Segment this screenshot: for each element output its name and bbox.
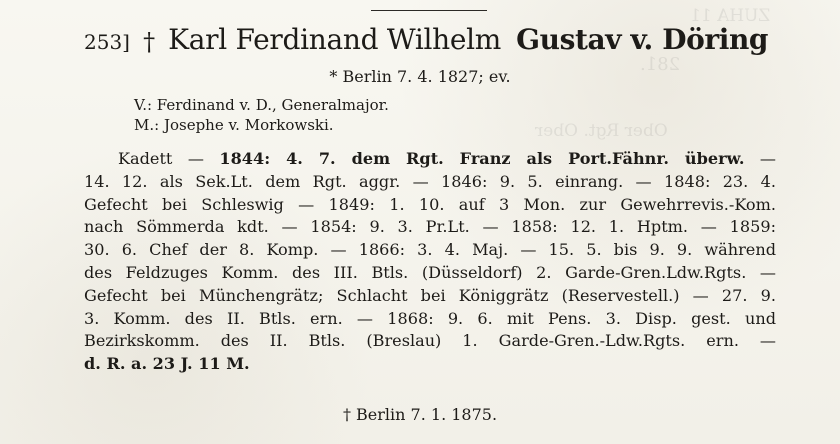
career-line-5: 30. 6. Chef der 8. Komp. — 1866: 3. 4. Maj. — 15. 5. bis 9. 9. während bbox=[84, 240, 776, 260]
career-line-4: nach Sömmerda kdt. — 1854: 9. 3. Pr.Lt. — 1858: 12. 1. Hptm. — 1859: bbox=[84, 217, 776, 237]
career-line-2: 14. 12. als Sek.Lt. dem Rgt. aggr. — 1846: 9. 5. einrang. — 1848: 23. 4. bbox=[84, 171, 776, 191]
given-names: Karl Ferdinand Wilhelm bbox=[168, 23, 502, 56]
career-text bbox=[84, 148, 776, 376]
birth-line: * Berlin 7. 4. 1827; ev. bbox=[329, 67, 511, 86]
bleedthrough-text: ZUHA 11 bbox=[690, 6, 771, 26]
career-suffix: — bbox=[744, 149, 776, 168]
death-dagger: † bbox=[143, 28, 156, 56]
career-prefix: Kadett — bbox=[118, 149, 220, 168]
bleedthrough-text: 281. bbox=[640, 54, 681, 75]
career-line-8: 3. Komm. des II. Btls. ern. — 1868: 9. 6. mit Pens. 3. Disp. gest. und bbox=[84, 308, 776, 328]
top-rule bbox=[371, 10, 487, 11]
mother-line: M.: Josephe v. Morkowski. bbox=[134, 116, 334, 134]
death-line: † Berlin 7. 1. 1875. bbox=[342, 405, 498, 424]
career-line-3: Gefecht bei Schleswig — 1849: 1. 10. auf 3 Mon. zur Gewehrrevis.-Kom. bbox=[84, 194, 776, 214]
entry-number: 253] bbox=[84, 30, 130, 54]
entry-heading bbox=[84, 23, 769, 56]
career-line-6: des Feldzuges Komm. des III. Btls. (Düsseldorf) 2. Garde-Gren.Ldw.Rgts. — bbox=[84, 262, 776, 282]
bleedthrough-text: Ober Rgt. Ober bbox=[535, 121, 668, 141]
career-line-10: d. R. a. 23 J. 11 M. bbox=[84, 354, 250, 374]
career-bold-segment: 1844: 4. 7. dem Rgt. Franz als Port.Fähnr. überw. bbox=[219, 149, 745, 168]
surname: Gustav v. Döring bbox=[516, 23, 769, 56]
career-line-9: Bezirkskomm. des II. Btls. (Breslau) 1. Garde-Gren.-Ldw.Rgts. ern. — bbox=[84, 331, 776, 351]
father-line: V.: Ferdinand v. D., Generalmajor. bbox=[134, 96, 389, 114]
career-line-7: Gefecht bei Münchengrätz; Schlacht bei Königgrätz (Reservestell.) — 27. 9. bbox=[84, 285, 776, 305]
career-line-1 bbox=[84, 148, 776, 171]
